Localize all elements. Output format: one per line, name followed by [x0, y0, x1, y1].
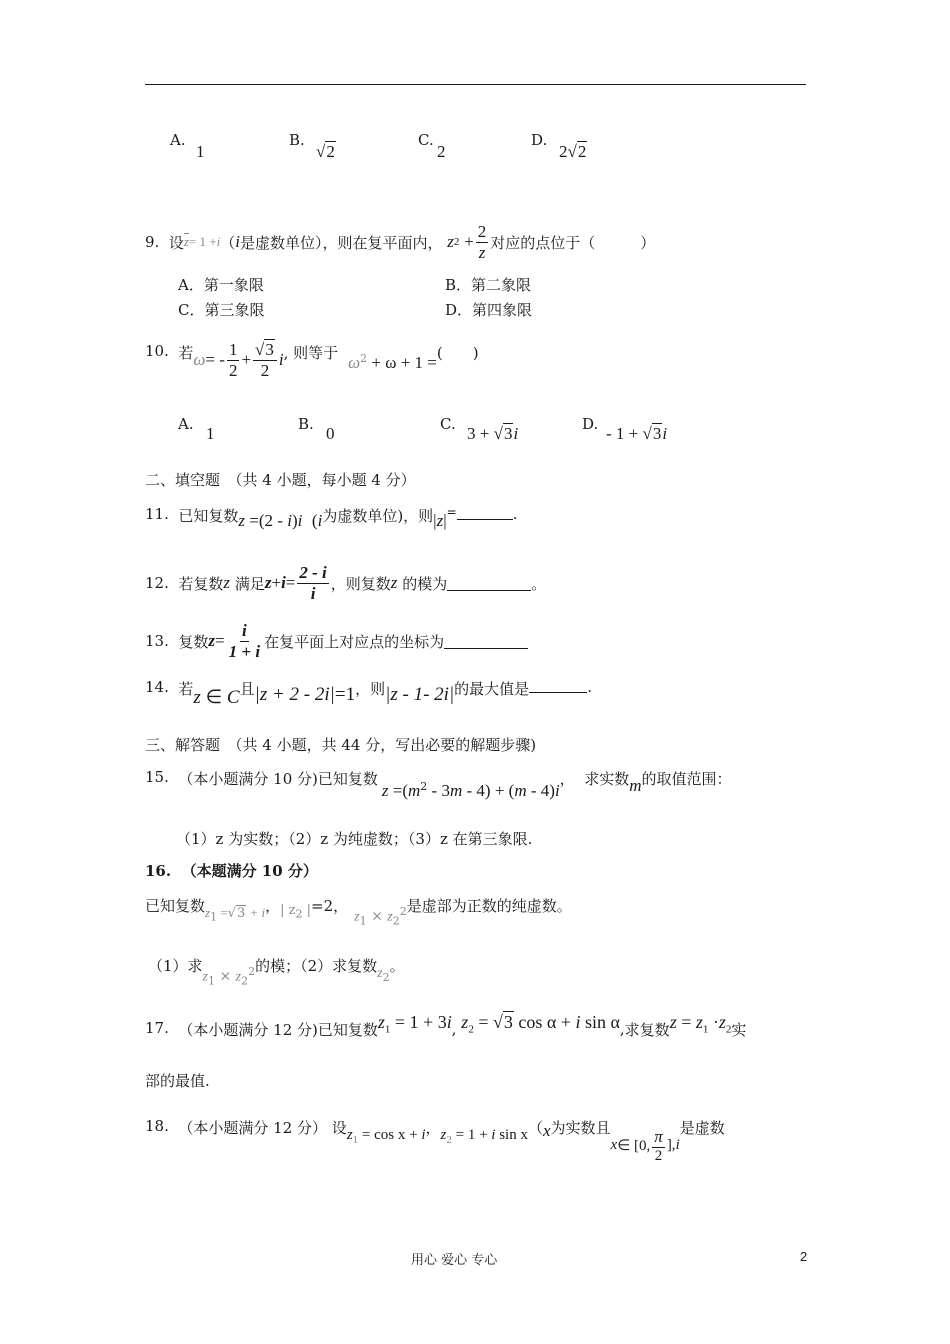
q16-abs-z2: | $z_2$ | [280, 903, 312, 921]
question-number: 11. [145, 505, 169, 523]
q16-comma: ， [265, 897, 281, 915]
q10-half-num: 1 [228, 340, 238, 359]
q8-option-d-value: 2√2 [559, 142, 587, 161]
q12-z2: z [264, 573, 272, 592]
q16-q1: （1）求 [148, 957, 203, 975]
q16-product-2: $z_1 \times z_2^2$ [202, 965, 256, 988]
q12-mid: 满足 [234, 574, 265, 593]
q10-expr-omega: ω [348, 353, 361, 372]
q16-product: $z_1 \times z_2^2$ [354, 905, 407, 928]
q9-option-c: C．第三象限 [178, 301, 265, 319]
q13-eq: = [215, 631, 225, 650]
q8-option-a-label: A. [170, 131, 186, 149]
q9-plus: + [464, 232, 474, 251]
q9-z: z [447, 232, 454, 251]
q8-option-c-label: C. [418, 131, 434, 149]
q8-option-b-value: √2 [316, 142, 335, 161]
q10-plus: + [241, 350, 252, 370]
q14-qie: 且 [239, 680, 255, 698]
q9-option-b: B．第二象限 [445, 276, 532, 294]
q18-tail2: 是虚数 [679, 1119, 725, 1137]
q8-option-b-label: B. [289, 131, 305, 149]
question-number: 14. [145, 678, 169, 696]
question-number: 17. [145, 1019, 169, 1037]
q18-tail1: 为实数且 [550, 1119, 611, 1137]
question-16-parts [148, 955, 405, 987]
q10-omega-def [193, 340, 283, 380]
q16-tail: 是虚部为正数的纯虚数。 [406, 897, 572, 915]
question-10 [145, 338, 479, 386]
q15-comma: ， [559, 770, 575, 788]
q12-eq: = [285, 573, 296, 592]
q9-eq: = 1 + [188, 234, 217, 249]
q13-answer-blank [444, 634, 528, 649]
q8-option-a-value: 1 [196, 142, 205, 161]
q9-frac-den: z [478, 242, 486, 262]
page-number: 2 [800, 1249, 808, 1264]
q10-option-a-value: 1 [206, 424, 215, 443]
q18-paren: （ [527, 1119, 543, 1137]
q12-frac-den: i [310, 583, 316, 603]
q15-tail: 求实数 [584, 770, 630, 788]
q15-expr: $z =(m^2 - 3m - 4) + (m - 4)i$ [381, 780, 560, 800]
q11-answer-blank [457, 505, 513, 520]
q10-option-d-value: - 1 + √3i [606, 424, 668, 443]
q10-sqrt-frac [253, 340, 277, 380]
q17-line2: 部的最值. [145, 1072, 210, 1090]
question-12 [145, 558, 546, 608]
q9-option-a: A．第一象限 [178, 276, 264, 294]
question-number: 13. [145, 632, 169, 650]
question-16-heading [145, 860, 318, 881]
q9-sq: 2 [453, 236, 460, 248]
q14-ruo: 若 [178, 680, 194, 698]
q14-tail: 的最大值是 [454, 680, 530, 698]
q9-tail: 对应的点位于（ ） [490, 233, 656, 252]
q12-pre: 若复数 [178, 574, 224, 593]
q12-answer-blank [447, 576, 531, 591]
q14-eq: =1 [334, 684, 356, 705]
question-number: 12. [145, 574, 169, 592]
q8-option-c-value: 2 [437, 142, 446, 161]
q17-comma2: , [619, 1020, 625, 1038]
question-11 [145, 505, 517, 531]
q17-z1-def: $z_1 = 1 + 3i$ [377, 1012, 452, 1036]
section-3-title: 三、解答题 （共 4 小题，共 44 分，写出必要的解题步骤) [145, 736, 537, 754]
q18-z1-def: $z_1 = \cos x + i$ [346, 1127, 426, 1146]
q10-ruo: 若 [178, 344, 194, 362]
q12-plus: + [271, 573, 282, 592]
q10-eq: = - [205, 350, 225, 370]
question-number: 15. [145, 768, 169, 786]
section-2-title: 二、填空题 （共 4 小题，每小题 4 分） [145, 471, 416, 489]
q10-option-b-label: B. [298, 415, 314, 433]
q10-expr-sq: 2 [360, 352, 368, 365]
q18-z2-def: $z_2 = 1 + i$ sin x [440, 1127, 528, 1146]
q10-half-den: 2 [228, 360, 238, 380]
q11-desc: 为虚数单位)，则 [322, 507, 434, 525]
q10-option-b-value: 0 [326, 424, 335, 443]
q15-tail2: 的取值范围： [641, 770, 732, 788]
q17-pre: （本小题满分 12 分)已知复数 [178, 1021, 378, 1039]
q13-tail: 在复平面上对应点的坐标为 [264, 632, 445, 651]
q17-product: $z = z_1 \cdot z_2$ [669, 1012, 732, 1036]
q9-i2: i [235, 232, 240, 251]
question-number: 18. [145, 1117, 169, 1135]
question-15 [145, 768, 732, 801]
q9-option-d: D．第四象限 [445, 301, 533, 319]
q12-end: 。 [531, 574, 547, 593]
q9-desc: 是虚数单位），则在复平面内， [239, 233, 443, 252]
question-9 [145, 222, 655, 262]
z-bar: $\overline{z}$ [183, 234, 189, 249]
q16-q1-tail: 的模；（2）求复数 [255, 957, 378, 975]
q9-i: i [216, 234, 221, 249]
q14-end: . [587, 678, 592, 696]
q10-sqrt-num: √3 [253, 340, 277, 361]
q9-paren: （ [220, 233, 236, 252]
q17-z2-def: $z_2 = √3$ cos α + i sin α [461, 1012, 620, 1036]
q11-end: . [512, 505, 518, 523]
question-14 [145, 678, 592, 710]
q12-tail1: ，则复数 [330, 574, 391, 593]
q10-option-c-label: C. [440, 415, 456, 433]
q11-eq: = [446, 505, 457, 519]
q18-x: x [542, 1121, 551, 1140]
q8-option-d-label: D. [531, 131, 548, 149]
q10-half [227, 340, 240, 380]
question-number: 9. [145, 233, 160, 251]
q10-expr-rest: + ω + 1 = [367, 353, 437, 372]
q14-answer-blank [529, 678, 587, 693]
question-17 [145, 1012, 810, 1040]
q15-pre: （本小题满分 10 分)已知复数 [178, 770, 378, 788]
q10-then: , 则等于 [283, 344, 339, 362]
q13-z: z [208, 631, 216, 650]
question-number: 10. [145, 342, 169, 360]
q9-she: 设 [168, 233, 184, 252]
q12-fraction [297, 563, 328, 603]
q14-expression: |z - 1- 2i| [385, 684, 455, 705]
q16-z1-def: $z_1 =√3 + i$ [205, 905, 266, 924]
q10-expr [348, 352, 437, 373]
q12-z1: z [223, 573, 231, 592]
q11-pre: 已知复数 [178, 507, 239, 525]
q12-frac-num: 2 - i [299, 562, 327, 582]
q10-omega: ω [193, 350, 206, 370]
q13-frac-den: 1 + i [228, 641, 261, 661]
q13-fraction [227, 621, 262, 661]
header-rule [145, 84, 806, 85]
q13-frac-num: i [241, 620, 247, 640]
q10-answer-blank: ( ) [436, 344, 479, 362]
q15-m: m [629, 776, 642, 795]
q15-parts: （1）z 为实数；（2）z 为纯虚数；（3）z 在第三象限. [176, 830, 533, 848]
q16-end: 。 [389, 957, 405, 975]
q9-frac-num: 2 [477, 221, 487, 241]
q16-pre: 已知复数 [145, 897, 206, 915]
q12-z3: z [390, 573, 398, 592]
q12-tail2: 的模为 [402, 574, 448, 593]
q9-fraction [476, 222, 489, 262]
q17-tail: 求复数 [624, 1021, 670, 1039]
footer-motto: 用心 爱心 专心 [411, 1253, 498, 1268]
question-number: 16. [145, 862, 172, 880]
question-16 [145, 895, 572, 927]
q11-expr: z =(2 - i)i (i [238, 511, 323, 530]
q13-pre: 复数 [178, 632, 209, 651]
q16-head: （本题满分 10 分） [181, 862, 318, 880]
q10-sqrt-den: 2 [260, 360, 270, 380]
q16-eq2: =2， [311, 897, 349, 915]
q16-z2: $z_2$ [377, 966, 390, 984]
q17-shi: 实 [731, 1021, 747, 1039]
q12-i: i [281, 573, 286, 592]
q14-set: z ∈ C [193, 687, 240, 708]
q11-abs-z: |z| [433, 511, 447, 530]
q18-comma: ， [425, 1119, 441, 1137]
q10-i: i [278, 350, 284, 370]
q10-option-d-label: D. [582, 415, 599, 433]
q18-range: x ∈ [0, $\frac{\pi}{2}$ ], i [610, 1127, 680, 1164]
q10-option-a-label: A. [178, 415, 194, 433]
question-18 [145, 1117, 810, 1165]
q14-then: ，则 [355, 680, 386, 698]
q10-option-c-value: 3 + √3i [467, 424, 519, 443]
q14-condition: |z + 2 - 2i| [254, 684, 335, 705]
q18-pre: （本小题满分 12 分） 设 [178, 1119, 347, 1137]
q17-comma: , [451, 1020, 457, 1038]
question-13 [145, 616, 528, 666]
